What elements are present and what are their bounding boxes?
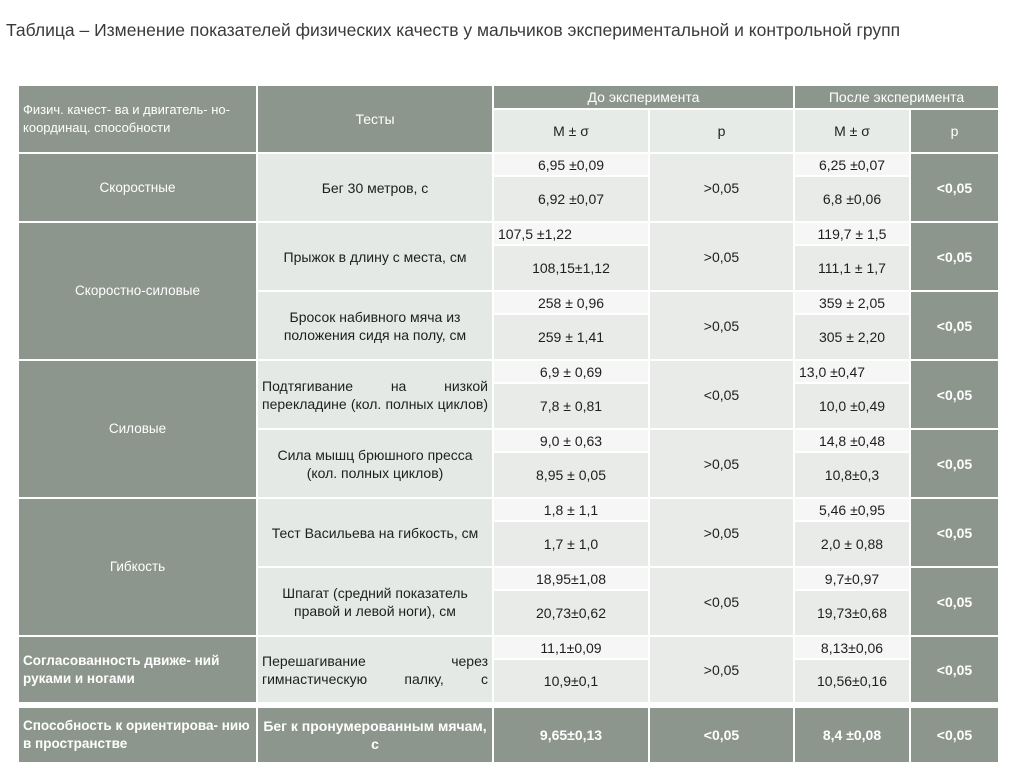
header-before-mean: М ± σ xyxy=(493,109,649,153)
before-p-cell: <0,05 xyxy=(649,705,794,763)
after-value-cell: 119,7 ± 1,5 xyxy=(794,222,910,245)
header-after: После эксперимента xyxy=(794,85,999,109)
before-value-cell: 1,8 ± 1,1 xyxy=(493,498,649,521)
after-p-cell: <0,05 xyxy=(910,567,999,636)
test-name-cell: Прыжок в длину с места, см xyxy=(257,222,493,291)
header-before: До эксперимента xyxy=(493,85,794,109)
after-value-cell: 6,8 ±0,06 xyxy=(794,176,910,222)
after-p-cell: <0,05 xyxy=(910,429,999,498)
before-value-cell: 258 ± 0,96 xyxy=(493,291,649,314)
before-value-cell: 108,15±1,12 xyxy=(493,245,649,291)
after-value-cell: 10,56±0,16 xyxy=(794,659,910,705)
before-p-cell: >0,05 xyxy=(649,498,794,567)
after-p-cell: <0,05 xyxy=(910,222,999,291)
after-value-cell: 8,4 ±0,08 xyxy=(794,705,910,763)
table-row xyxy=(18,360,999,383)
before-value-cell: 6,95 ±0,09 xyxy=(493,153,649,176)
before-p-cell: >0,05 xyxy=(649,291,794,360)
header-after-mean: М ± σ xyxy=(794,109,910,153)
after-value-cell: 6,25 ±0,07 xyxy=(794,153,910,176)
before-value-cell: 10,9±0,1 xyxy=(493,659,649,705)
after-value-cell: 13,0 ±0,47 xyxy=(794,360,910,383)
before-value-cell: 7,8 ± 0,81 xyxy=(493,383,649,429)
after-value-cell: 19,73±0,68 xyxy=(794,590,910,636)
quality-cell: Гибкость xyxy=(18,498,257,636)
after-value-cell: 8,13±0,06 xyxy=(794,636,910,659)
header-quality: Физич. качест- ва и двигатель- но-координац. способности xyxy=(18,85,257,153)
test-name-cell: Бросок набивного мяча из положения сидя на полу, см xyxy=(257,291,493,360)
after-p-cell: <0,05 xyxy=(910,153,999,222)
header-after-p: р xyxy=(910,109,999,153)
after-value-cell: 359 ± 2,05 xyxy=(794,291,910,314)
before-p-cell: >0,05 xyxy=(649,222,794,291)
after-value-cell: 10,8±0,3 xyxy=(794,452,910,498)
test-name-cell: Тест Васильева на гибкость, см xyxy=(257,498,493,567)
table-row xyxy=(18,705,999,763)
table-row xyxy=(18,498,999,521)
test-name-cell: Шпагат (средний показатель правой и левой ноги), см xyxy=(257,567,493,636)
page-title: Таблица – Изменение показателей физических качеств у мальчиков экспериментальной и контрольной групп xyxy=(6,20,901,40)
after-p-cell: <0,05 xyxy=(910,636,999,705)
after-p-cell: <0,05 xyxy=(910,498,999,567)
after-value-cell: 9,7±0,97 xyxy=(794,567,910,590)
before-value-cell: 11,1±0,09 xyxy=(493,636,649,659)
after-value-cell: 5,46 ±0,95 xyxy=(794,498,910,521)
after-p-cell: <0,05 xyxy=(910,705,999,763)
before-p-cell: >0,05 xyxy=(649,636,794,705)
quality-cell: Скоростные xyxy=(18,153,257,222)
test-name-cell: Перешагивание через гимнастическую палку, с xyxy=(257,636,493,705)
test-name-cell: Бег к пронумерованным мячам, с xyxy=(257,705,493,763)
before-value-cell: 1,7 ± 1,0 xyxy=(493,521,649,567)
header-tests: Тесты xyxy=(257,85,493,153)
after-value-cell: 10,0 ±0,49 xyxy=(794,383,910,429)
before-value-cell: 259 ± 1,41 xyxy=(493,314,649,360)
table-row xyxy=(18,153,999,176)
after-p-cell: <0,05 xyxy=(910,360,999,429)
header-before-p: р xyxy=(649,109,794,153)
quality-cell: Способность к ориентирова- нию в пространстве xyxy=(18,705,257,763)
before-value-cell: 8,95 ± 0,05 xyxy=(493,452,649,498)
test-name-cell: Подтягивание на низкой перекладине (кол. полных циклов) xyxy=(257,360,493,429)
after-value-cell: 111,1 ± 1,7 xyxy=(794,245,910,291)
test-name-cell: Бег 30 метров, с xyxy=(257,153,493,222)
quality-cell: Скоростно-силовые xyxy=(18,222,257,360)
before-p-cell: >0,05 xyxy=(649,429,794,498)
before-p-cell: >0,05 xyxy=(649,153,794,222)
table-row xyxy=(18,636,999,659)
quality-cell: Силовые xyxy=(18,360,257,498)
before-value-cell: 107,5 ±1,22 xyxy=(493,222,649,245)
before-p-cell: <0,05 xyxy=(649,360,794,429)
before-value-cell: 6,9 ± 0,69 xyxy=(493,360,649,383)
after-value-cell: 305 ± 2,20 xyxy=(794,314,910,360)
quality-cell: Согласованность движе- ний руками и ногами xyxy=(18,636,257,705)
results-table xyxy=(17,84,1000,764)
table-row xyxy=(18,222,999,245)
before-value-cell: 18,95±1,08 xyxy=(493,567,649,590)
before-value-cell: 9,65±0,13 xyxy=(493,705,649,763)
test-name-cell: Сила мышц брюшного пресса (кол. полных циклов) xyxy=(257,429,493,498)
before-value-cell: 6,92 ±0,07 xyxy=(493,176,649,222)
after-value-cell: 14,8 ±0,48 xyxy=(794,429,910,452)
after-p-cell: <0,05 xyxy=(910,291,999,360)
after-value-cell: 2,0 ± 0,88 xyxy=(794,521,910,567)
before-p-cell: <0,05 xyxy=(649,567,794,636)
before-value-cell: 9,0 ± 0,63 xyxy=(493,429,649,452)
before-value-cell: 20,73±0,62 xyxy=(493,590,649,636)
